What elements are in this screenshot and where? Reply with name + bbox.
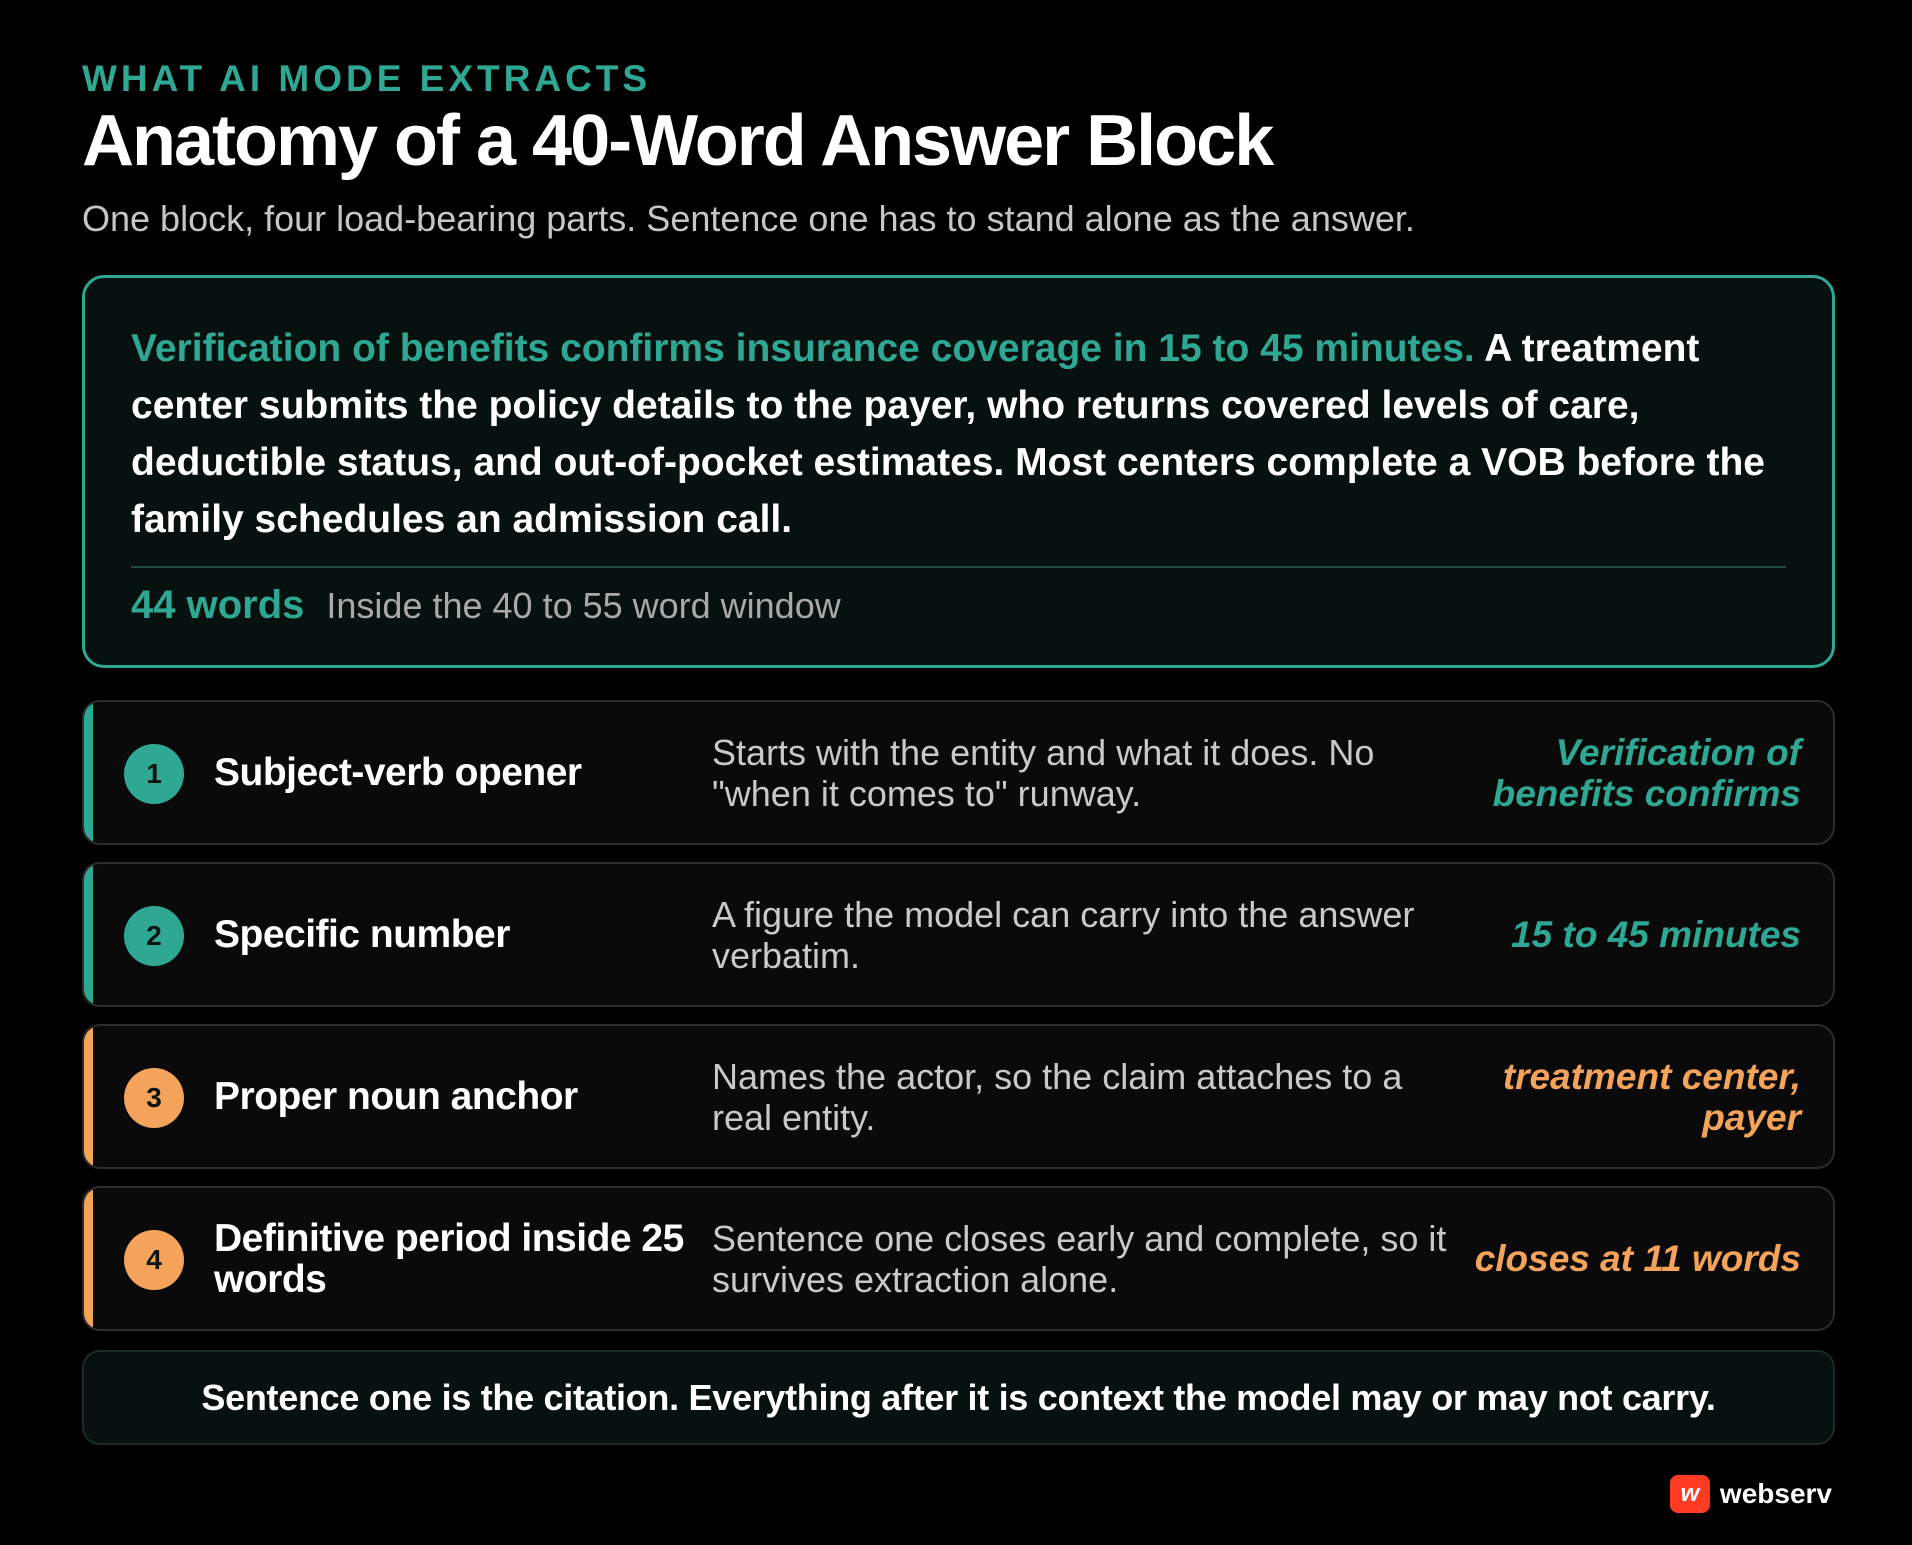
part-accent-bar [84,1026,93,1167]
eyebrow-label: WHAT AI MODE EXTRACTS [82,58,652,99]
part-example: Verification of benefits confirms [1492,731,1801,814]
part-description: A figure the model can carry into the answer verbatim. [712,893,1415,976]
webserv-logo-icon: w [1670,1475,1710,1513]
part-description: Names the actor, so the claim attaches to a real entity. [712,1055,1403,1138]
part-accent-bar [84,1188,93,1329]
part-name: Definitive period inside 25 words [214,1216,684,1301]
part-accent-bar [84,864,93,1005]
word-count: 44 words [131,583,305,627]
brand-logo [1670,1475,1832,1513]
word-window-note: Inside the 40 to 55 word window [326,585,841,626]
part-number-badge: 3 [124,1068,184,1128]
part-example: treatment center, payer [1502,1055,1801,1138]
part-row-specific-number [82,862,1835,1007]
part-number-badge: 2 [124,906,184,966]
part-name: Proper noun anchor [214,1075,578,1118]
part-description: Sentence one closes early and complete, so it survives extraction alone. [712,1217,1447,1300]
brand-name: webserv [1719,1478,1832,1509]
part-number-badge: 1 [124,744,184,804]
part-row-subject-verb-opener [82,700,1835,845]
part-row-proper-noun-anchor [82,1024,1835,1169]
part-name: Subject-verb opener [214,751,582,794]
part-example: 15 to 45 minutes [1511,914,1801,955]
part-example: closes at 11 words [1474,1238,1801,1279]
part-accent-bar [84,702,93,843]
part-description: Starts with the entity and what it does. No "when it comes to" runway. [712,731,1375,814]
part-name: Specific number [214,913,510,956]
page-title: Anatomy of a 40-Word Answer Block [82,101,1273,181]
page-subtitle: One block, four load-bearing parts. Sentence one has to stand alone as the answer. [82,198,1415,239]
answer-lead-sentence: Verification of benefits confirms insurance coverage in 15 to 45 minutes. [131,327,1475,370]
answer-block-card [82,275,1835,668]
footer-note: Sentence one is the citation. Everything after it is context the model may or may not carry. [82,1350,1835,1445]
part-row-definitive-period [82,1186,1835,1331]
answer-meta [131,583,841,628]
answer-divider [131,566,1786,568]
answer-rest-text: A treatment center submits the policy details to the payer, who returns covered levels of care, deductible status, and out-of-pocket estimates. Most centers complete a VOB before the family schedules an admission call. [131,327,1765,541]
answer-block-text [131,320,1791,548]
part-number-badge: 4 [124,1230,184,1290]
